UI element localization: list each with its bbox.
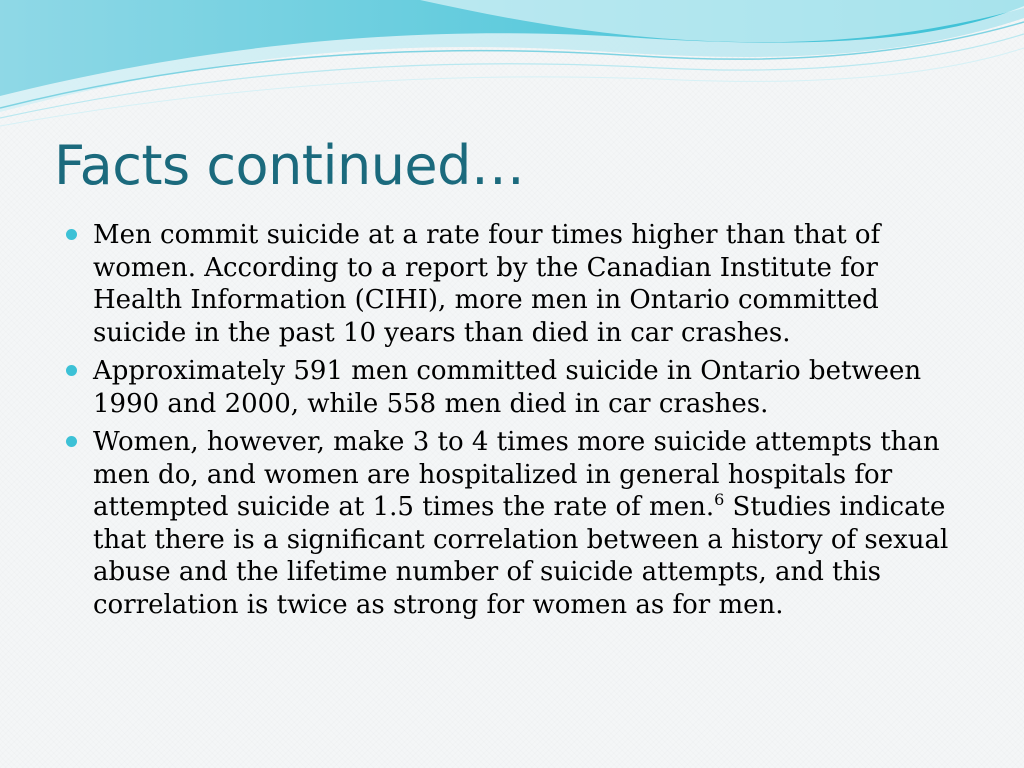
bullet-text-part: Studies indicate that there is a significant correlation between a history of sexual abuse and the lifetime number of suicide attempts, and this correlation is twice as strong for women as for men. bbox=[93, 492, 949, 620]
bullet-item bbox=[66, 219, 971, 349]
bullet-dot-icon bbox=[66, 365, 77, 376]
bullet-item bbox=[66, 355, 971, 420]
bullet-text: Approximately 591 men committed suicide in Ontario between 1990 and 2000, while 558 men died in car crashes. bbox=[93, 356, 922, 419]
bullet-dot-icon bbox=[66, 229, 77, 240]
header-wave-decoration bbox=[0, 0, 1024, 130]
bullet-dot-icon bbox=[66, 436, 77, 447]
bullet-item bbox=[66, 426, 971, 621]
bullet-text-part: Women, however, make 3 to 4 times more suicide attempts than men do, and women are hospitalized in general hospitals for attempted suicide at 1.5 times the rate of men. bbox=[93, 427, 940, 522]
bullet-text bbox=[93, 426, 971, 621]
footnote-reference: 6 bbox=[714, 490, 725, 509]
bullet-text: Men commit suicide at a rate four times higher than that of women. According to a report by the Canadian Institute for Health Information (CIHI), more men in Ontario committed suicide in the past 10 years than died in car crashes. bbox=[93, 220, 881, 348]
bullet-list bbox=[66, 219, 971, 627]
slide-title: Facts continued… bbox=[54, 134, 525, 197]
